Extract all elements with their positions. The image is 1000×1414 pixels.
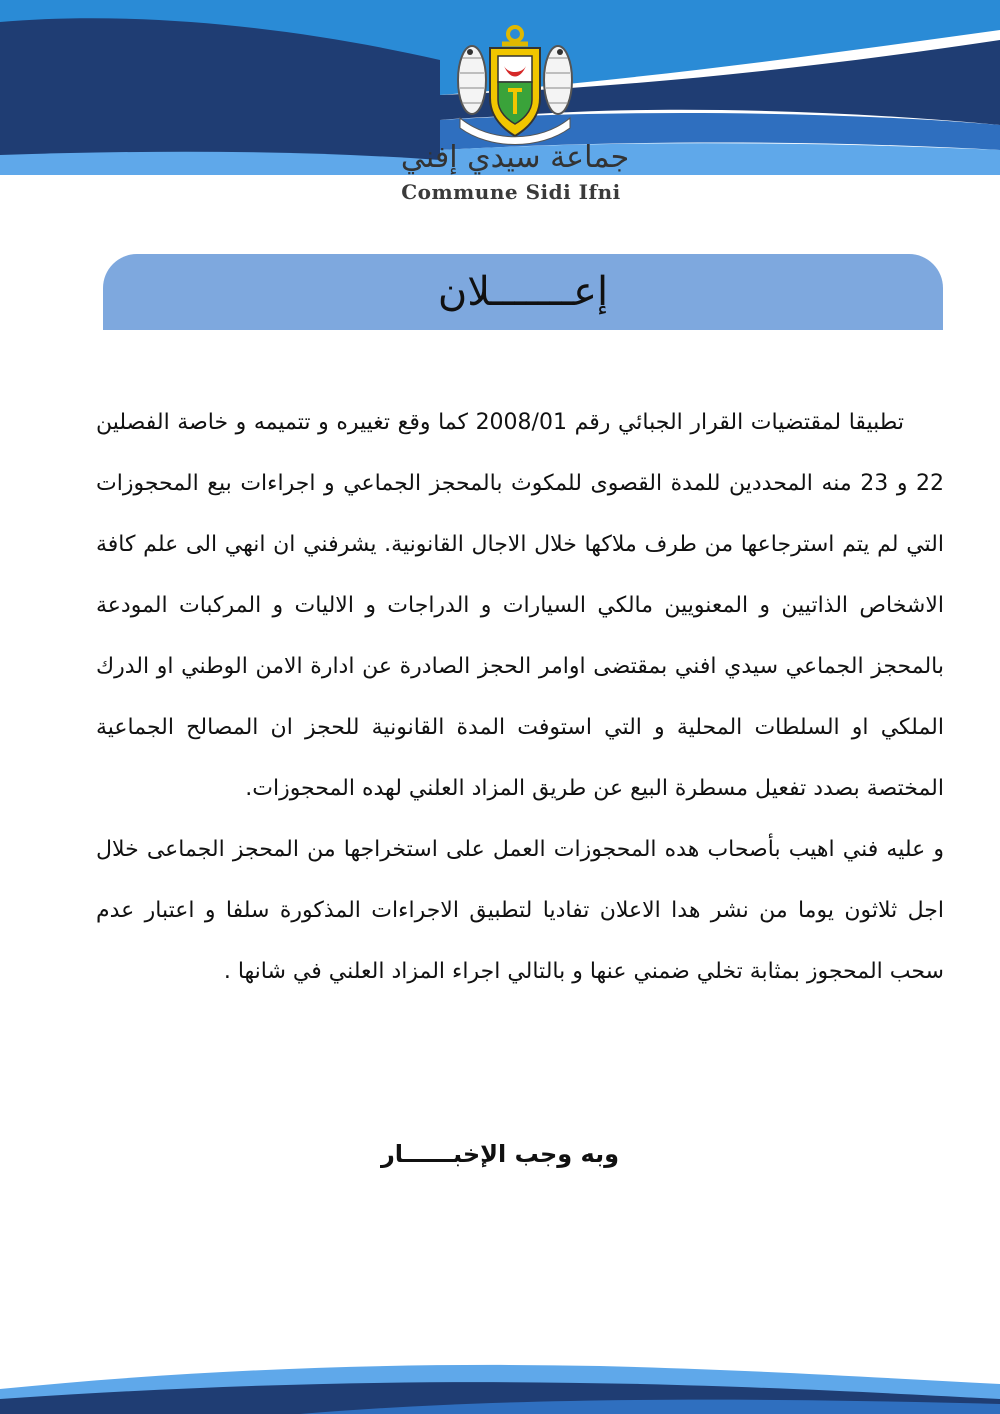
announcement-body: [96, 392, 944, 1002]
announcement-title: إعـــــــلان: [437, 269, 609, 315]
footer-wave-decoration: [0, 1344, 1000, 1414]
closing-statement: وبه وجب الإخبــــــار: [380, 1140, 620, 1168]
commune-arabic-name: جماعة سيدي إفني: [400, 140, 630, 175]
commune-latin-name: Commune Sidi Ifni: [401, 180, 621, 204]
title-banner: [103, 254, 943, 330]
body-paragraph-2: و عليه فني اهيب بأصحاب هده المحجوزات العمل على استخراجها من المحجز الجماعى خلال اجل ثلاثون يوما من نشر هدا الاعلان تفاديا لتطبيق الاجراءات المذكورة سلفا و اعتبار عدم سحب المحجوز بمثابة تخلي ضمني عنها و بالتالي اجراء المزاد العلني في شانها .: [96, 837, 944, 984]
body-paragraph-1: تطبيقا لمقتضيات القرار الجبائي رقم 2008/01 كما وقع تغييره و تتميمه و خاصة الفصلين 22 و 23 منه المحددين للمدة القصوى للمكوث بالمحجز الجماعي و اجراءات بيع المحجوزات التي لم يتم استرجاعها من طرف ملاكها خلال الاجال القانونية. يشرفني ان انهي الى علم كافة الاشخاص الذاتيين و المعنويين مالكي السيارات و الدراجات و الاليات و المركبات المودعة بالمحجز الجماعي سيدي افني بمقتضى اوامر الحجز الصادرة عن ادارة الامن الوطني او الدرك الملكي او السلطات المحلية و التي استوفت المدة القانونية للحجز ان المصالح الجماعية المختصة بصدد تفعيل مسطرة البيع عن طريق المزاد العلني لهده المحجوزات.: [96, 410, 944, 801]
commune-emblem-icon: [440, 18, 590, 148]
